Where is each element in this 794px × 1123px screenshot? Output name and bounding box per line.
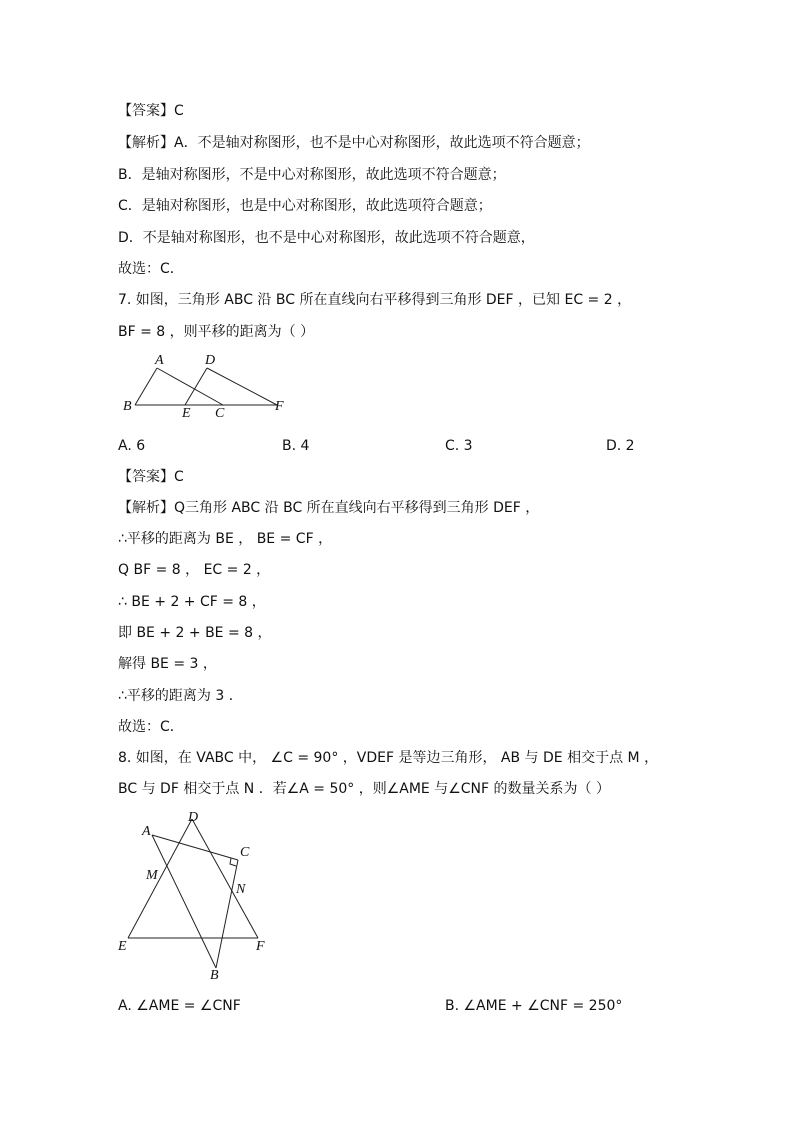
conclusion-line: 故选：C．	[118, 719, 184, 735]
analysis-line: 【解析】Q三角形 ABC 沿 BC 所在直线向右平移得到三角形 DEF ，	[118, 500, 540, 516]
question-8-text: 8. 如图，在 VABC 中， ∠C = 90° ，VDEF 是等边三角形， AB 与 DE 相交于点 M ，	[118, 750, 659, 766]
analysis-line: 解得 BE = 3 ，	[118, 656, 217, 672]
option-b: B. ∠AME + ∠CNF = 250°	[445, 998, 623, 1014]
answer-label: 【答案】C	[118, 103, 184, 119]
label-D: D	[205, 353, 216, 368]
option-a: A. 6	[118, 438, 146, 454]
label-M: M	[146, 868, 158, 883]
triangles-figure	[110, 805, 280, 985]
analysis-line: ∴平移的距离为 BE ， BE = CF ，	[118, 531, 333, 547]
question-7-text: 7. 如图，三角形 ABC 沿 BC 所在直线向右平移得到三角形 DEF ，已知 EC = 2 ，	[118, 292, 632, 308]
question-8-text-cont: BC 与 DF 相交于点 N ．若∠A = 50° ，则∠AME 与∠CNF 的数量关系为（ ）	[118, 781, 610, 797]
label-E: E	[182, 406, 191, 421]
label-C: C	[215, 406, 225, 421]
label-C: C	[240, 845, 250, 860]
label-A: A	[155, 353, 164, 368]
conclusion-line: 故选：C．	[118, 261, 184, 277]
label-E: E	[118, 939, 127, 954]
analysis-line: B．是轴对称图形，不是中心对称图形，故此选项不符合题意；	[118, 167, 506, 183]
analysis-line: Q BF = 8 ， EC = 2 ，	[118, 562, 271, 578]
answer-label: 【答案】C	[118, 469, 184, 485]
analysis-line: 即 BE + 2 + BE = 8 ，	[118, 625, 272, 641]
label-B: B	[123, 399, 132, 414]
option-d: D. 2	[606, 438, 635, 454]
question-7-text-cont: BF = 8 ，则平移的距离为（ ）	[118, 324, 315, 340]
label-N: N	[236, 882, 246, 897]
label-F: F	[256, 939, 265, 954]
option-a: A. ∠AME = ∠CNF	[118, 998, 241, 1014]
analysis-line: 【解析】A．不是轴对称图形，也不是中心对称图形，故此选项不符合题意；	[118, 135, 590, 151]
translation-figure	[115, 350, 295, 425]
label-A: A	[142, 824, 151, 839]
option-c: C. 3	[445, 438, 473, 454]
analysis-line: ∴ BE + 2 + CF = 8 ，	[118, 594, 266, 610]
label-B: B	[210, 968, 219, 983]
label-F: F	[275, 399, 284, 414]
analysis-line: ∴平移的距离为 3 ．	[118, 688, 243, 704]
analysis-line: D．不是轴对称图形，也不是中心对称图形，故此选项不符合题意，	[118, 230, 535, 246]
analysis-line: C．是轴对称图形，也是中心对称图形，故此选项符合题意；	[118, 198, 492, 214]
option-b: B. 4	[282, 438, 310, 454]
label-D: D	[188, 810, 199, 825]
